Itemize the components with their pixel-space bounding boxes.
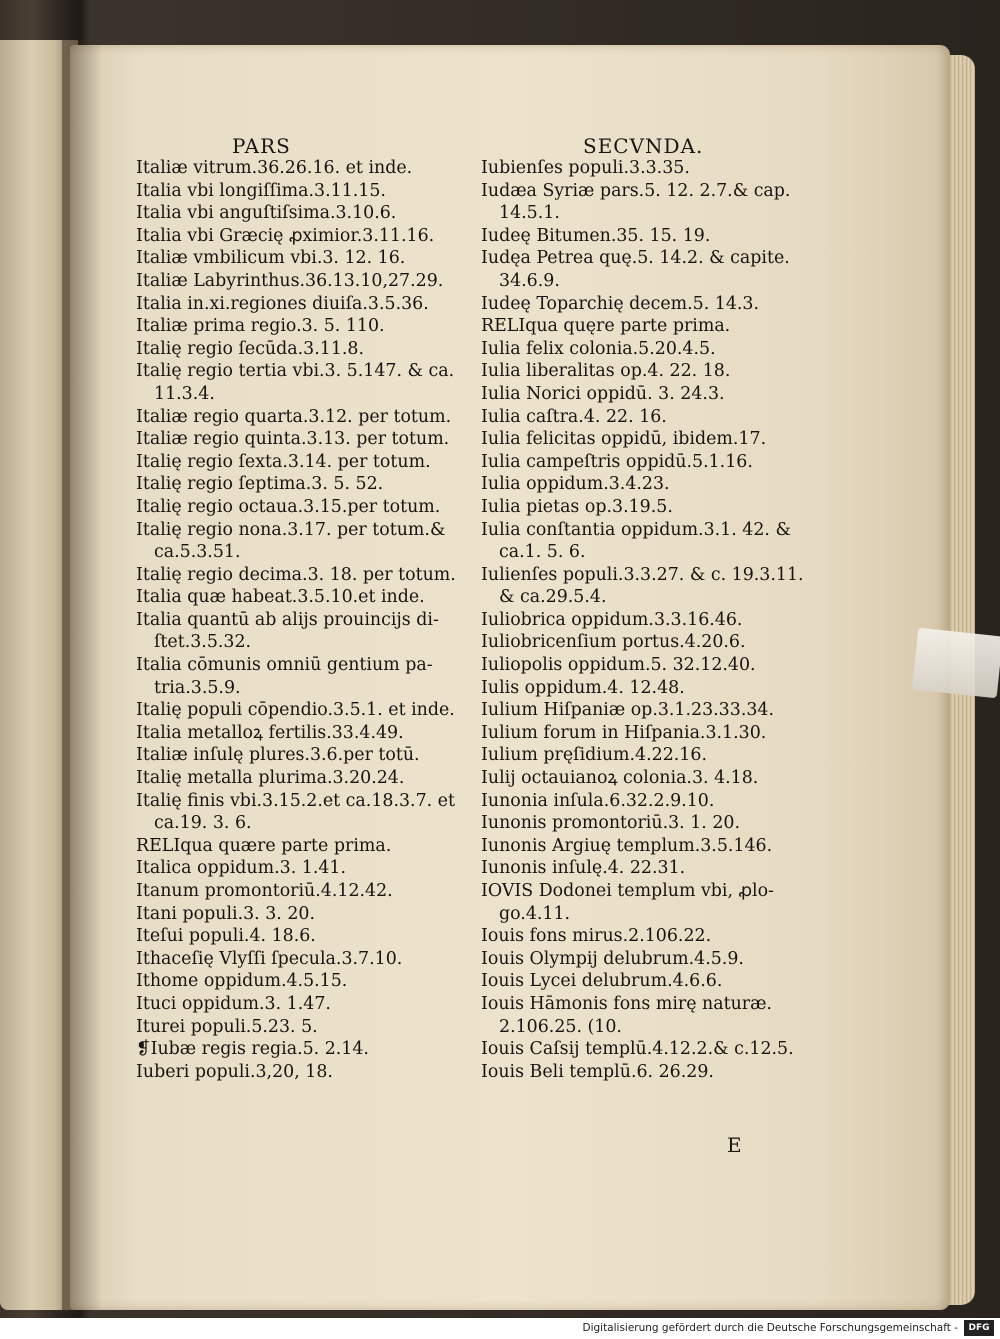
index-entry: 14.5.1.	[499, 203, 560, 224]
index-entry: Iulij octauianoꝝ colonia.3. 4.18.	[481, 768, 759, 789]
index-entry: Italia vbi longiſſima.3.11.15.	[136, 180, 386, 201]
index-entry: tria.3.5.9.	[154, 677, 241, 698]
index-entry: Ituci oppidum.3. 1.47.	[136, 993, 331, 1014]
index-entry: Italia vbi Græcię ꝓximior.3.11.16.	[136, 225, 435, 246]
index-entry: Iudeę Bitumen.35. 15. 19.	[481, 225, 711, 246]
index-entry: Italię regio decima.3. 18. per totum.	[136, 564, 456, 585]
index-entry: Iulia Norici oppidū. 3. 24.3.	[481, 383, 725, 404]
index-entry: Iouis Caſsij templū.4.12.2.& c.12.5.	[481, 1039, 794, 1060]
spine-shadow	[62, 40, 102, 1310]
index-entry: Iulia felix colonia.5.20.4.5.	[481, 338, 716, 359]
index-entry: Italiæ vmbilicum vbi.3. 12. 16.	[136, 248, 406, 269]
index-entry: Iuliopolis oppidum.5. 32.12.40.	[481, 655, 756, 676]
index-entry: Iulia campeſtris oppidū.5.1.16.	[481, 451, 753, 472]
index-entry: Iudæa Syriæ pars.5. 12. 2.7.& cap.	[481, 180, 791, 201]
index-entry: Italiæ vitrum.36.26.16. et inde.	[136, 158, 413, 178]
index-entry: Italię regio octaua.3.15.per totum.	[136, 496, 441, 517]
index-entry: Iulia oppidum.3.4.23.	[481, 474, 670, 495]
index-entry: RELIqua quęre parte prima.	[481, 316, 731, 337]
index-entry: Iunonis Argiuę templum.3.5.146.	[481, 835, 773, 856]
index-entry: Italia metalloꝝ fertilis.33.4.49.	[136, 722, 404, 743]
index-entry: Iudeę Toparchię decem.5. 14.3.	[481, 293, 760, 314]
index-entry: Italia vbi anguſtiſsima.3.10.6.	[136, 203, 397, 224]
index-entry: Italia quæ habeat.3.5.10.et inde.	[136, 587, 425, 608]
index-entry: Italia quantū ab alijs prouincijs di-	[136, 609, 439, 630]
index-entry: Ithaceſię Vlyſſi ſpecula.3.7.10.	[136, 948, 403, 969]
running-head-left: PARS	[232, 134, 291, 158]
index-entry: Italica oppidum.3. 1.41.	[136, 858, 347, 879]
index-entry: Iuliobricenſium portus.4.20.6.	[481, 632, 746, 653]
index-entry: Italiæ regio quarta.3.12. per totum.	[136, 406, 452, 427]
index-entry: Iubienſes populi.3.3.35.	[481, 158, 690, 178]
index-entry: Iouis Beli templū.6. 26.29.	[481, 1061, 714, 1082]
index-entry: Iulia caſtra.4. 22. 16.	[481, 406, 667, 427]
index-entry: Italię regio nona.3.17. per totum.&	[136, 519, 446, 540]
footer-credit: Digitalisierung gefördert durch die Deutsche Forschungsgemeinschaft -	[582, 1322, 958, 1334]
index-entry: Italiæ inſulę plures.3.6.per totū.	[136, 745, 420, 766]
index-entry: Iudęa Petrea quę.5. 14.2. & capite.	[481, 248, 790, 269]
index-entry: 2.106.25. (10.	[499, 1016, 622, 1037]
running-head-right: SECVNDA.	[583, 134, 704, 158]
index-entry: Iturei populi.5.23. 5.	[136, 1016, 318, 1037]
index-entry: 11.3.4.	[154, 383, 215, 404]
index-entry: Iulium forum in Hiſpania.3.1.30.	[481, 722, 767, 743]
index-entry: Iulia conſtantia oppidum.3.1. 42. &	[481, 519, 791, 540]
index-entry: Itanum promontoriū.4.12.42.	[136, 881, 393, 901]
index-entry: Iulia felicitas oppidū, ibidem.17.	[481, 429, 767, 450]
index-entry: Iouis Olympij delubrum.4.5.9.	[481, 948, 744, 969]
index-entry: Italia cōmunis omniū gentium pa-	[136, 655, 433, 676]
index-entry: go.4.11.	[499, 903, 571, 924]
index-entry: ſtet.3.5.32.	[154, 632, 252, 653]
index-entry: Iouis fons mirus.2.106.22.	[481, 926, 712, 947]
index-entry: Italię metalla plurima.3.20.24.	[136, 768, 405, 789]
index-entry: Iouis Hāmonis fons mirę naturæ.	[481, 993, 772, 1014]
index-entry: Iulium Hiſpaniæ op.3.1.23.33.34.	[481, 700, 774, 721]
index-entry: Iulia liberalitas op.4. 22. 18.	[481, 361, 731, 382]
signature-mark: E	[727, 1133, 742, 1157]
index-entry: Iulia pietas op.3.19.5.	[481, 496, 673, 517]
index-entry: ca.1. 5. 6.	[499, 542, 586, 563]
index-column-left	[136, 157, 466, 1083]
dfg-logo: DFG	[964, 1320, 994, 1336]
index-entry: Iteſui populi.4. 18.6.	[136, 926, 316, 947]
index-entry: Iuliobrica oppidum.3.3.16.46.	[481, 609, 743, 630]
index-entry: Italiæ regio quinta.3.13. per totum.	[136, 429, 450, 450]
index-entry: Italię populi cōpendio.3.5.1. et inde.	[136, 700, 455, 721]
index-entry: Italię regio ſexta.3.14. per totum.	[136, 451, 431, 472]
index-entry: Italię finis vbi.3.15.2.et ca.18.3.7. et	[136, 790, 455, 811]
index-entry: Italię regio ſecūda.3.11.8.	[136, 338, 365, 359]
index-entry: Iouis Lycei delubrum.4.6.6.	[481, 971, 723, 992]
index-entry: Italiæ prima regio.3. 5. 110.	[136, 316, 385, 337]
index-entry: Iulium pręſidium.4.22.16.	[481, 745, 707, 766]
index-entry: Itani populi.3. 3. 20.	[136, 903, 316, 924]
bookmark-strip	[912, 628, 1000, 699]
index-entry: Ithome oppidum.4.5.15.	[136, 971, 348, 992]
index-entry: Italiæ Labyrinthus.36.13.10,27.29.	[136, 270, 444, 291]
index-entry: Italię regio ſeptima.3. 5. 52.	[136, 474, 384, 495]
index-entry: Italię regio tertia vbi.3. 5.147. & ca.	[136, 361, 455, 382]
index-entry: ca.5.3.51.	[154, 542, 241, 563]
index-column-right	[481, 157, 821, 1083]
index-entry: Iulis oppidum.4. 12.48.	[481, 677, 685, 698]
index-entry: Iunonis promontoriū.3. 1. 20.	[481, 813, 740, 834]
index-entry: Italia in.xi.regiones diuiſa.3.5.36.	[136, 293, 429, 314]
index-entry: Iulienſes populi.3.3.27. & c. 19.3.11.	[481, 564, 804, 585]
index-entry: & ca.29.5.4.	[499, 587, 607, 608]
index-entry: Iunonis inſulę.4. 22.31.	[481, 858, 686, 879]
index-entry: 34.6.9.	[499, 270, 560, 291]
index-entry: ca.19. 3. 6.	[154, 813, 252, 834]
index-entry: RELIqua quære parte prima.	[136, 835, 392, 856]
index-entry: Iunonia inſula.6.32.2.9.10.	[481, 790, 715, 811]
index-entry: Iuberi populi.3,20, 18.	[136, 1061, 333, 1082]
index-entry: ❡Iubæ regis regia.5. 2.14.	[136, 1039, 369, 1060]
index-entry: IOVIS Dodonei templum vbi, ꝓlo-	[481, 881, 774, 901]
